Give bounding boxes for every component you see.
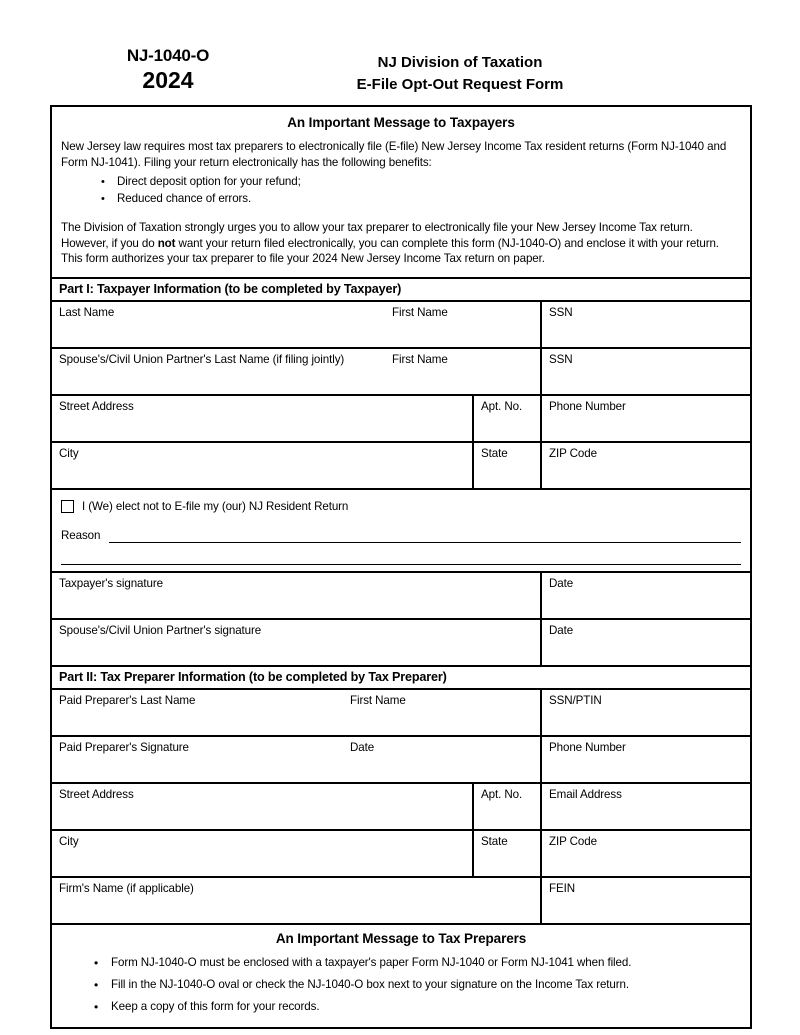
reason-input-line-2[interactable] <box>61 564 741 565</box>
taxpayer-zip-label: ZIP Code <box>549 446 597 460</box>
reason-row-2 <box>61 564 741 565</box>
preparer-city-row <box>52 831 750 878</box>
agency-title-block <box>250 52 670 96</box>
reason-row-1 <box>61 529 741 543</box>
preparer-message-title: An Important Message to Tax Preparers <box>275 930 527 946</box>
preparer-signature-row <box>52 737 750 784</box>
firm-fein-label: FEIN <box>549 881 576 895</box>
taxpayer-city-label: City <box>59 446 79 460</box>
election-section <box>52 490 750 573</box>
taxpayer-message-title: An Important Message to Taxpayers <box>287 115 515 130</box>
taxpayer-ssn-field[interactable] <box>540 302 750 347</box>
opt-out-checkbox-label: I (We) elect not to E-file my (our) NJ Resident Return <box>82 499 349 513</box>
firm-name-field[interactable] <box>52 878 540 923</box>
taxpayer-last-name-field[interactable] <box>52 302 540 347</box>
preparer-first-name-label: First Name <box>350 693 406 707</box>
reason-input-line-1[interactable] <box>109 542 741 543</box>
preparer-instructions-list <box>61 952 741 1018</box>
preparer-apt-no-field[interactable] <box>472 784 540 829</box>
preparer-name-row <box>52 690 750 737</box>
taxpayer-ssn-label: SSN <box>549 305 573 319</box>
preparer-phone-field[interactable] <box>540 737 750 782</box>
preparer-email-label: Email Address <box>549 787 622 801</box>
taxpayer-street-row <box>52 396 750 443</box>
preparer-signature-field[interactable] <box>52 737 540 782</box>
firm-row <box>52 878 750 925</box>
spouse-signature-label: Spouse's/Civil Union Partner's signature <box>59 623 262 637</box>
paragraph-spacer <box>61 207 741 220</box>
preparer-message-section <box>52 925 750 1027</box>
taxpayer-street-address-label: Street Address <box>59 399 134 413</box>
preparer-state-label: State <box>481 834 508 848</box>
part-1-header: Part I: Taxpayer Information (to be completed by Taxpayer) <box>52 279 750 302</box>
form-number: NJ-1040-O <box>126 46 210 65</box>
spouse-signature-row <box>52 620 750 667</box>
list-item: • Fill in the NJ-1040-O oval or check the NJ-1040-O box next to your signature on the Income Tax return. <box>111 974 741 996</box>
preparer-apt-no-label: Apt. No. <box>481 787 523 801</box>
preparer-phone-label: Phone Number <box>549 740 626 754</box>
taxpayer-signature-label: Taxpayer's signature <box>59 576 163 590</box>
taxpayer-signature-field[interactable] <box>52 573 540 618</box>
taxpayer-last-name-label: Last Name <box>59 305 115 319</box>
taxpayer-state-field[interactable] <box>472 443 540 488</box>
preparer-zip-label: ZIP Code <box>549 834 597 848</box>
preparer-street-address-label: Street Address <box>59 787 134 801</box>
preparer-signature-date-label: Date <box>350 740 375 754</box>
spouse-signature-date-label: Date <box>549 623 574 637</box>
firm-name-label: Firm's Name (if applicable) <box>59 881 194 895</box>
document-header <box>50 46 752 104</box>
reason-label: Reason <box>61 528 101 542</box>
taxpayer-name-row <box>52 302 750 349</box>
opt-out-checkbox[interactable] <box>61 500 74 513</box>
paragraph-2-emphasis: not <box>157 236 176 250</box>
firm-fein-field[interactable] <box>540 878 750 923</box>
election-checkbox-row[interactable] <box>61 500 741 514</box>
taxpayer-message-paragraph-1: New Jersey law requires most tax preparers to electronically file (E-file) New Jersey Income Tax resident returns (Form NJ-1040 and Form NJ-1041). Filing your return electronically has the following benefits: <box>61 140 727 169</box>
taxpayer-signature-row <box>52 573 750 620</box>
taxpayer-phone-label: Phone Number <box>549 399 626 413</box>
taxpayer-street-address-field[interactable] <box>52 396 472 441</box>
paragraph-2-text-after-bold: want your return filed electronically, you can complete this form (NJ-1040-O) and enclose it with your return. This form authorizes your tax preparer to file your 2024 New Jersey Income Tax return on paper. <box>61 236 719 265</box>
spouse-ssn-field[interactable] <box>540 349 750 394</box>
spouse-signature-field[interactable] <box>52 620 540 665</box>
spouse-first-name-label: First Name <box>392 352 448 366</box>
taxpayer-zip-field[interactable] <box>540 443 750 488</box>
list-item: • Direct deposit option for your refund; <box>117 174 741 191</box>
form-title: E-File Opt-Out Request Form <box>356 76 564 93</box>
form-identifier-block <box>78 46 258 94</box>
list-item: • Form NJ-1040-O must be enclosed with a taxpayer's paper Form NJ-1040 or Form NJ-1041 when filed. <box>111 952 741 974</box>
taxpayer-message-section <box>52 107 750 279</box>
taxpayer-apt-no-field[interactable] <box>472 396 540 441</box>
spouse-ssn-label: SSN <box>549 352 573 366</box>
preparer-last-name-field[interactable] <box>52 690 540 735</box>
spouse-signature-date-field[interactable] <box>540 620 750 665</box>
taxpayer-city-row <box>52 443 750 490</box>
form-year: 2024 <box>142 67 194 93</box>
preparer-street-row <box>52 784 750 831</box>
form-body <box>50 105 752 1029</box>
preparer-signature-label: Paid Preparer's Signature <box>59 740 189 754</box>
taxpayer-signature-date-label: Date <box>549 576 574 590</box>
taxpayer-city-field[interactable] <box>52 443 472 488</box>
taxpayer-benefits-list <box>61 174 741 207</box>
paragraph-2-text-before-bold: The Division of Taxation strongly urges you to allow your tax preparer to electronically file your New Jersey Income Tax return. However, if you do <box>61 221 693 250</box>
preparer-last-name-label: Paid Preparer's Last Name <box>59 693 196 707</box>
taxpayer-state-label: State <box>481 446 508 460</box>
list-item: • Keep a copy of this form for your records. <box>111 996 741 1018</box>
preparer-ssn-ptin-label: SSN/PTIN <box>549 693 602 707</box>
preparer-street-address-field[interactable] <box>52 784 472 829</box>
preparer-state-field[interactable] <box>472 831 540 876</box>
list-item: • Reduced chance of errors. <box>117 191 741 208</box>
taxpayer-signature-date-field[interactable] <box>540 573 750 618</box>
agency-name: NJ Division of Taxation <box>377 54 543 71</box>
spouse-last-name-field[interactable] <box>52 349 540 394</box>
taxpayer-message-paragraph-2 <box>61 220 741 267</box>
taxpayer-first-name-label: First Name <box>392 305 448 319</box>
preparer-city-label: City <box>59 834 79 848</box>
preparer-city-field[interactable] <box>52 831 472 876</box>
preparer-email-field[interactable] <box>540 784 750 829</box>
preparer-zip-field[interactable] <box>540 831 750 876</box>
preparer-ssn-ptin-field[interactable] <box>540 690 750 735</box>
part-2-header: Part II: Tax Preparer Information (to be completed by Tax Preparer) <box>52 667 750 690</box>
taxpayer-apt-no-label: Apt. No. <box>481 399 523 413</box>
spouse-name-row <box>52 349 750 396</box>
spouse-last-name-label: Spouse's/Civil Union Partner's Last Name (if filing jointly) <box>59 352 345 366</box>
taxpayer-phone-field[interactable] <box>540 396 750 441</box>
